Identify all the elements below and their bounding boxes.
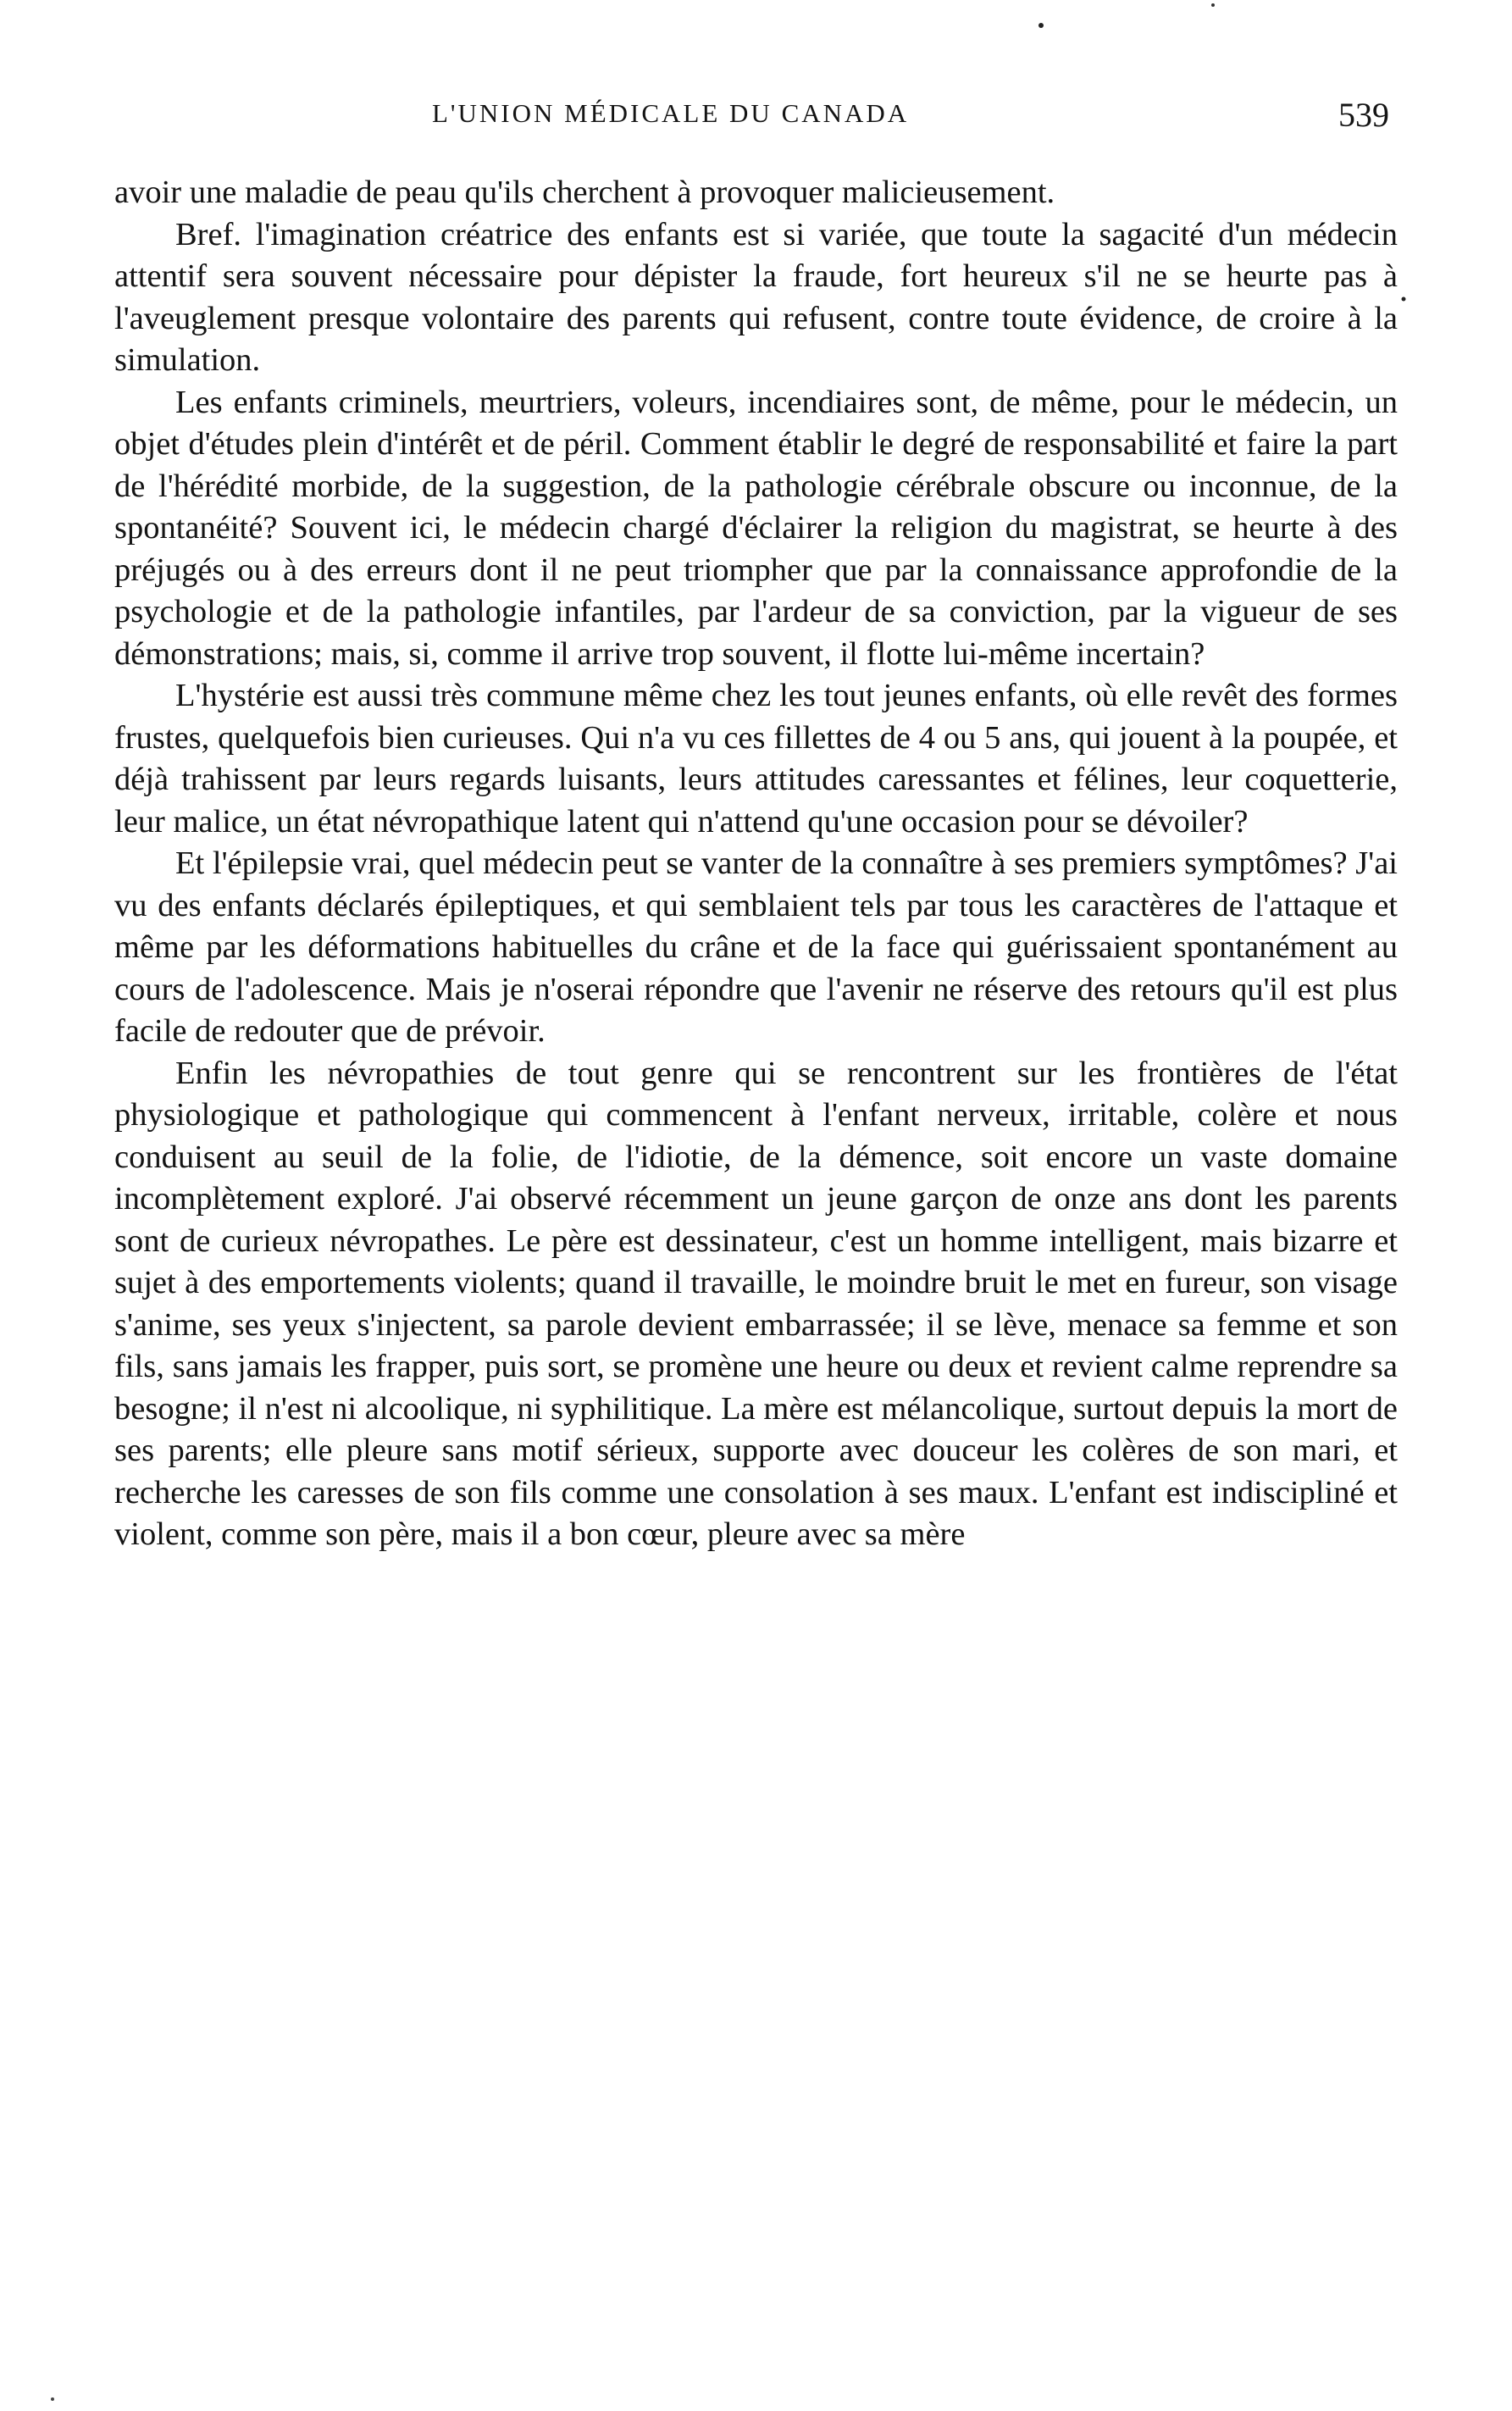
- paragraph-1: avoir une maladie de peau qu'ils cherchent à provoquer malicieusement.: [114, 175, 1055, 210]
- print-speck: [51, 2397, 54, 2401]
- print-speck: [1402, 297, 1406, 302]
- paragraph-5: Et l'épilepsie vrai, quel médecin peut se vanter de la connaître à ses premiers symptômes? J'ai vu des enfants déclarés épileptiques, et qui semblaient tels par tous les caractères de l'attaque et même par les déformations habituelles du crâne et de la face qui guérissaient spontanément au cours de l'adolescence. Mais je n'oserai répondre que l'avenir ne réserve des retours qu'il est plus facile de redouter que de prévoir.: [114, 845, 1398, 1049]
- print-speck: [1211, 3, 1215, 7]
- paragraph-3: Les enfants criminels, meurtriers, voleurs, incendiaires sont, de même, pour le médecin, un objet d'études plein d'intérêt et de péril. Comment établir le degré de responsabilité et faire la part de l'hérédité morbide, de la suggestion, de la pathologie cérébrale obscure ou inconnue, de la spontanéité? Souvent ici, le médecin chargé d'éclairer la religion du magistrat, se heurte à des préjugés ou à des erreurs dont il ne peut triompher que par la connaissance approfondie de la psychologie et de la pathologie infantiles, par l'ardeur de sa conviction, par la vigueur de ses démonstrations; mais, si, comme il arrive trop souvent, il flotte lui-même incertain?: [114, 384, 1398, 672]
- paragraph-4: L'hystérie est aussi très commune même chez les tout jeunes enfants, où elle revêt des formes frustes, quelquefois bien curieuses. Qui n'a vu ces fillettes de 4 ou 5 ans, qui jouent à la poupée, et déjà trahissent par leurs regards luisants, leurs attitudes caressantes et félines, leur coquetterie, leur malice, un état névropathique latent qui n'attend qu'une occasion pour se dévoiler?: [114, 678, 1398, 840]
- page-number: 539: [1338, 96, 1389, 134]
- print-speck: [1038, 23, 1044, 28]
- journal-title: L'UNION MÉDICALE DU CANADA: [432, 98, 910, 128]
- paragraph-2: Bref. l'imagination créatrice des enfants est si variée, que toute la sagacité d'un médecin attentif sera souvent nécessaire pour dépister la fraude, fort heureux s'il ne se heurte pas à l'aveuglement presque volontaire des parents qui refusent, contre toute évidence, de croire à la simulation.: [114, 216, 1398, 378]
- paragraph-6: Enfin les névropathies de tout genre qui se rencontrent sur les frontières de l'état physiologique et pathologique qui commencent à l'enfant nerveux, irritable, colère et nous conduisent au seuil de la folie, de l'idiotie, de la démence, soit encore un vaste domaine incomplètement exploré. J'ai observé récemment un jeune garçon de onze ans dont les parents sont de curieux névropathes. Le père est dessinateur, c'est un homme intelligent, mais bizarre et sujet à des emportements violents; quand il travaille, le moindre bruit le met en fureur, son visage s'anime, ses yeux s'injectent, sa parole devient embarrassée; il se lève, menace sa femme et son fils, sans jamais les frapper, puis sort, se promène une heure ou deux et revient calme reprendre sa besogne; il n'est ni alcoolique, ni syphilitique. La mère est mélancolique, surtout depuis la mort de ses parents; elle pleure sans motif sérieux, supporte avec douceur les colères de son mari, et recherche les caresses de son fils comme une consolation à ses maux. L'enfant est indiscipliné et violent, comme son père, mais il a bon cœur, pleure avec sa mère: [114, 1055, 1398, 1552]
